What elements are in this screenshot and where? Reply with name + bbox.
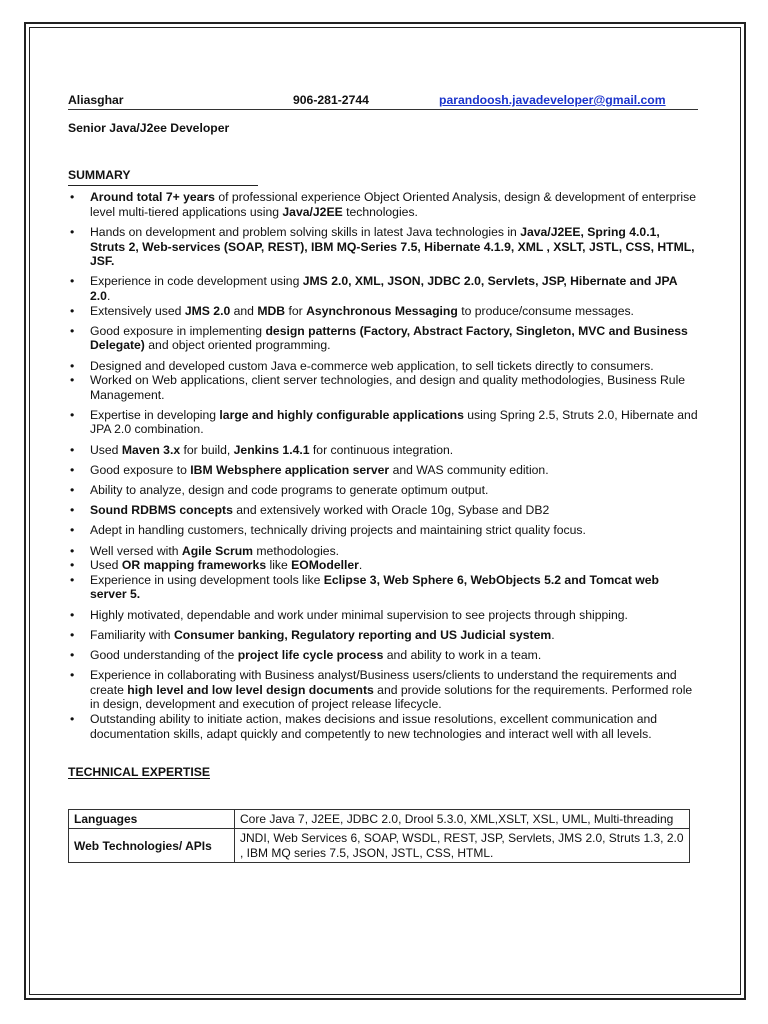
summary-item-bold-text: Asynchronous Messaging: [306, 303, 458, 318]
summary-item-text: and provide solutions for the requirements. Performed role in design, development and execution of project release lifecycle.: [90, 682, 693, 712]
summary-item-text: Extensively used: [90, 303, 185, 318]
summary-item-text: Well versed with: [90, 543, 182, 558]
summary-item-bold-text: Maven 3.x: [121, 442, 181, 457]
summary-item-text: Designed and developed custom Java e-commerce web application, to sell tickets directly to consumers.: [90, 358, 654, 373]
summary-item-text: Experience in collaborating with Business analyst/Business users/clients to understand the requirements and create: [90, 668, 677, 697]
summary-item-text: of professional experience Object Oriented Analysis, design & development of enterprise level multi-tiered applications using: [90, 190, 696, 219]
summary-item: [68, 359, 698, 374]
summary-item: [68, 483, 698, 498]
skill-values-cell: Core Java 7, J2EE, JDBC 2.0, Drool 5.3.0, XML,XSLT, XSL, UML, Multi-threading: [235, 809, 690, 829]
summary-item-text: Used: [90, 442, 122, 457]
summary-item-text: and ability to work in a team.: [383, 647, 542, 662]
summary-item-text: Ability to analyze, design and code programs to generate optimum output.: [90, 483, 489, 498]
table-row: [69, 829, 690, 863]
summary-item-text: Used: [90, 558, 122, 573]
summary-item: [68, 408, 698, 437]
skill-category-cell: Languages: [69, 809, 235, 829]
summary-item-text: .: [358, 558, 363, 573]
summary-item-text: Good exposure to: [90, 462, 191, 477]
summary-item-text: methodologies.: [253, 543, 340, 558]
summary-item-text: to produce/consume messages.: [457, 303, 634, 318]
summary-item-bold-text: large and highly configurable applications: [219, 407, 464, 422]
technical-expertise-heading: TECHNICAL EXPERTISE: [68, 765, 210, 780]
summary-item-text: Good understanding of the: [90, 647, 238, 662]
summary-item-text: Highly motivated, dependable and work under minimal supervision to see projects through shipping.: [90, 607, 628, 622]
summary-item-text: for: [285, 303, 307, 318]
summary-item-bold-text: Agile Scrum: [181, 543, 254, 558]
candidate-name: Aliasghar: [68, 93, 124, 107]
summary-item-bold-text: MDB: [257, 303, 286, 318]
summary-item-text: Experience in using development tools like: [90, 572, 324, 587]
summary-item-bold-text: Java/J2EE, Spring 4.0.1, Struts 2, Web-services (SOAP, REST), IBM MQ-Series 7.5, Hibernate 4.1.9, XML , XSLT, JSTL, CSS, HTML, JSF.: [90, 224, 695, 269]
skill-values-cell: JNDI, Web Services 6, SOAP, WSDL, REST, JSP, Servlets, JMS 2.0, Struts 1.3, 2.0 , IBM MQ series 7.5, JSON, JSTL, CSS, HTML.: [235, 829, 690, 863]
table-row: [69, 809, 690, 829]
summary-item-text: Familiarity with: [90, 627, 174, 642]
summary-item-text: for continuous integration.: [309, 442, 454, 457]
summary-item-bold-text: Java/J2EE: [282, 204, 343, 219]
summary-item: [68, 463, 698, 478]
summary-item-bold-text: JMS 2.0, XML, JSON, JDBC 2.0, Servlets, JSP, Hibernate and JPA 2.0: [90, 274, 678, 303]
summary-item-bold-text: Around total 7+ years: [90, 190, 215, 205]
summary-item-bold-text: high level and low level design documents: [127, 682, 374, 697]
summary-item-bold-text: project life cycle process: [237, 647, 384, 662]
summary-item: [68, 712, 698, 741]
summary-item: [68, 573, 698, 602]
summary-item-bold-text: JMS 2.0: [184, 303, 231, 318]
summary-item-bold-text: IBM Websphere application server: [190, 462, 390, 477]
summary-item: [68, 443, 698, 458]
skill-category-cell: Web Technologies/ APIs: [69, 829, 235, 863]
summary-item-text: Good exposure in implementing: [90, 323, 266, 338]
summary-item-text: Hands on development and problem solving skills in latest Java technologies in: [90, 224, 521, 239]
summary-item-text: Experience in code development using: [90, 274, 303, 289]
summary-item-text: and WAS community edition.: [389, 462, 549, 477]
job-title: Senior Java/J2ee Developer: [68, 121, 230, 135]
email-link[interactable]: parandoosh.javadeveloper@gmail.com: [439, 93, 666, 107]
summary-item: [68, 324, 698, 353]
summary-item-text: Outstanding ability to initiate action, makes decisions and issue resolutions, excellent communication and documentation skills, adapt quickly and competently to new technologies and interact well with all levels.: [90, 711, 658, 741]
summary-item-text: Worked on Web applications, client server technologies, and design and quality methodologies, Business Rule Management.: [90, 373, 686, 402]
summary-item-text: Expertise in developing: [90, 407, 220, 422]
summary-item-text: for build,: [180, 442, 234, 457]
summary-item-bold-text: Eclipse 3, Web Sphere 6, WebObjects 5.2 and Tomcat web server 5.: [90, 572, 659, 602]
contact-header: [68, 92, 698, 110]
summary-item-bold-text: EOModeller: [291, 558, 359, 573]
summary-item: [68, 608, 698, 623]
summary-item: [68, 503, 698, 518]
summary-item-bold-text: Jenkins 1.4.1: [233, 442, 310, 457]
summary-item: [68, 225, 698, 269]
summary-item-text: .: [551, 627, 555, 642]
summary-item-text: and object oriented programming.: [144, 338, 331, 353]
summary-item-text: and: [230, 303, 258, 318]
summary-item: [68, 523, 698, 538]
summary-item: [68, 274, 698, 303]
summary-item-bold-text: Consumer banking, Regulatory reporting and US Judicial system: [173, 627, 552, 642]
technical-expertise-table: [68, 809, 690, 864]
summary-item: [68, 190, 698, 219]
summary-heading: SUMMARY: [68, 168, 698, 183]
summary-item-bold-text: Sound RDBMS concepts: [90, 503, 233, 518]
summary-item: [68, 668, 698, 712]
summary-item: [68, 628, 698, 643]
summary-item-text: using Spring 2.5, Struts 2.0, Hibernate and JPA 2.0 combination.: [90, 407, 698, 437]
summary-item: [68, 304, 698, 319]
summary-item-bold-text: OR mapping frameworks: [121, 558, 267, 573]
summary-item-text: and extensively worked with Oracle 10g, Sybase and DB2: [232, 503, 550, 518]
summary-item-text: like: [266, 558, 292, 573]
summary-item-text: technologies.: [342, 204, 418, 219]
summary-item-text: .: [106, 288, 111, 303]
phone-number: 906-281-2744: [293, 93, 369, 107]
summary-list: [68, 190, 698, 741]
summary-item: [68, 544, 698, 559]
resume-content: [68, 92, 698, 863]
summary-item: [68, 373, 698, 402]
summary-item: [68, 648, 698, 663]
summary-item-text: Adept in handling customers, technically driving projects and maintaining strict quality focus.: [90, 523, 586, 538]
summary-item: [68, 558, 698, 573]
summary-item-bold-text: design patterns (Factory, Abstract Factory, Singleton, MVC and Business Delegate): [90, 323, 688, 353]
